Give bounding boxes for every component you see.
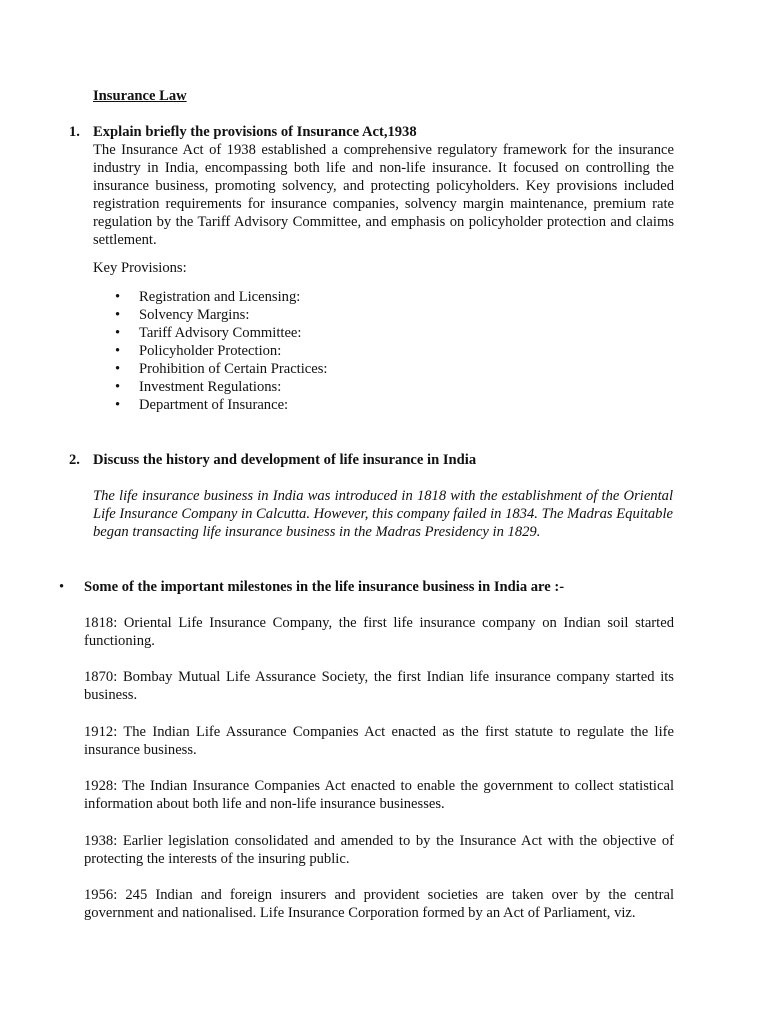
provisions-list	[115, 288, 328, 414]
milestones-heading: Some of the important milestones in the life insurance business in India are :-	[84, 579, 565, 595]
list-item-label: Tariff Advisory Committee:	[139, 325, 302, 341]
list-item-label: Investment Regulations:	[139, 379, 282, 395]
list-item	[115, 288, 327, 306]
bullet-icon: •	[115, 397, 121, 413]
document-title: Insurance Law	[93, 88, 187, 104]
list-item-label: Department of Insurance:	[139, 397, 289, 413]
milestone-paragraph: 1956: 245 Indian and foreign insurers and provident societies are taken over by the central government and nationalised. Life Insurance Corporation formed by an Act of Parliament, viz.	[84, 887, 674, 921]
bullet-icon: •	[115, 343, 121, 359]
list-item	[115, 324, 327, 342]
bullet-icon: •	[115, 325, 121, 341]
question-2-heading: Discuss the history and development of life insurance in India	[93, 452, 477, 468]
bullet-icon: •	[59, 579, 65, 595]
bullet-icon: •	[115, 307, 121, 323]
question-2-number: 2.	[69, 452, 80, 468]
key-provisions-label: Key Provisions:	[93, 260, 187, 276]
question-2-intro: The life insurance business in India was introduced in 1818 with the establishment of the Oriental Life Insurance Company in Calcutta. However, this company failed in 1834. The Madras Equitable began transacting life insurance business in the Madras Presidency in 1829.	[93, 488, 673, 540]
list-item-label: Solvency Margins:	[139, 307, 250, 323]
milestone-paragraph: 1912: The Indian Life Assurance Companies Act enacted as the first statute to regulate the life insurance business.	[84, 724, 674, 758]
list-item-label: Prohibition of Certain Practices:	[139, 361, 328, 377]
milestone-paragraph: 1818: Oriental Life Insurance Company, the first life insurance company on Indian soil started functioning.	[84, 615, 674, 649]
list-item-label: Policyholder Protection:	[139, 343, 282, 359]
question-1-heading: Explain briefly the provisions of Insurance Act,1938	[93, 124, 417, 140]
bullet-icon: •	[115, 289, 121, 305]
list-item	[115, 342, 327, 360]
list-item	[115, 360, 328, 378]
milestone-paragraph: 1938: Earlier legislation consolidated and amended to by the Insurance Act with the objective of protecting the interests of the insuring public.	[84, 833, 674, 867]
bullet-icon: •	[115, 379, 121, 395]
milestone-paragraph: 1928: The Indian Insurance Companies Act enacted to enable the government to collect statistical information about both life and non-life insurance businesses.	[84, 778, 674, 812]
question-1-number: 1.	[69, 124, 80, 140]
list-item	[115, 378, 327, 396]
list-item-label: Registration and Licensing:	[139, 289, 301, 305]
milestone-paragraph: 1870: Bombay Mutual Life Assurance Society, the first Indian life insurance company started its business.	[84, 669, 674, 703]
question-1-body: The Insurance Act of 1938 established a comprehensive regulatory framework for the insurance industry in India, encompassing both life and non-life insurance. It focused on controlling the insurance business, promoting solvency, and protecting policyholders. Key provisions included registration requirements for insurance companies, solvency margin maintenance, premium rate regulation by the Tariff Advisory Committee, and emphasis on policyholder protection and claims settlement.	[93, 142, 674, 248]
list-item	[115, 396, 327, 414]
list-item	[115, 306, 327, 324]
bullet-icon: •	[115, 361, 121, 377]
